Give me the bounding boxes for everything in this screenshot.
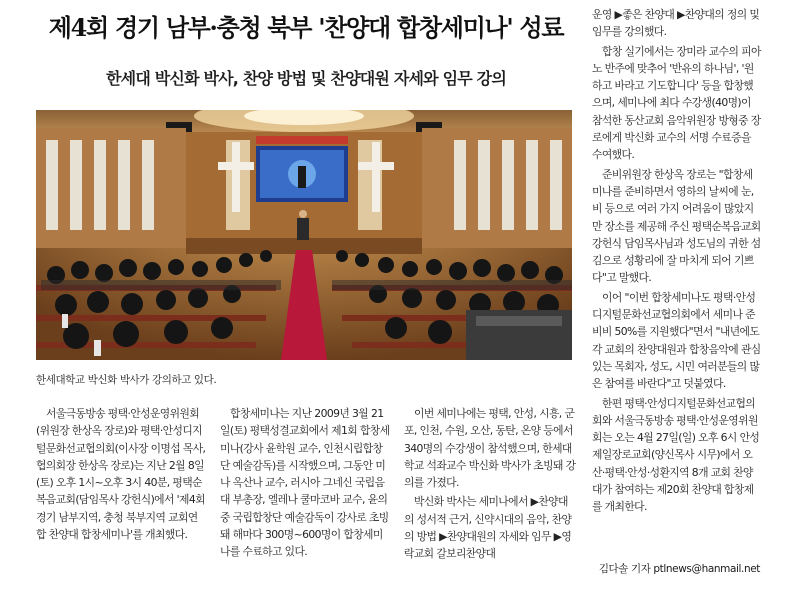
seminar-photo	[36, 110, 572, 360]
paragraph: 준비위원장 한상옥 장로는 "합창세미나를 준비하면서 영하의 날씨에 눈, 비 등으로 여러 가지 어려움이 많았지만 장소를 제공해 주신 평택순복음교회 강헌식 담임목사님과 성도님의 귀한 섬김으로 성황리에 잘 마치게 되어 기쁘다"고 말했다.	[592, 167, 761, 285]
paragraph: 한편 평택·안성디지털문화선교협의회와 서울극동방송 평택·안성운영위원회는 오는 4월 27일(일) 오후 6시 안성제일장로교회(양신목사 시무)에서 오산·평택·안성·성환지역 8개 교회 찬양대가 참여하는 제20회 찬양대 합창제를 개최한다.	[592, 396, 760, 514]
paragraph: 이어 "이번 합창세미나도 평택·안성디지털문화선교협의회에서 세미나 준비비 50%를 지원했다"면서 "내년에도 각 교회의 찬양대원과 합창음악에 관심 있는 목회자, 성도, 시민 여러분들의 많은 참여를 바란다"고 덧붙였다.	[592, 290, 761, 391]
subheadline: 한세대 박신화 박사, 찬양 방법 및 찬양대원 자세와 임무 강의	[106, 69, 506, 88]
article-column-3	[404, 405, 576, 563]
photo-caption: 한세대학교 박신화 박사가 강의하고 있다.	[36, 374, 217, 386]
article-column-4	[592, 6, 762, 516]
paragraph: 운영 ▶좋은 찬양대 ▶찬양대의 정의 및 임무를 강의했다.	[592, 8, 760, 39]
paragraph: 서울극동방송 평택·안성운영위원회(위원장 한상옥 장로)와 평택·안성디지털문화선교협의회(이사장 이명섭 목사, 협의회장 한상옥 장로)는 지난 2월 8일(토) 오후 1시~오후 3시 40분, 평택순복음교회(담임목사 강헌식)에서 '제4회 경기 남부지역, 충청 북부지역 교회연합 찬양대 합창세미나'를 개최했다.	[36, 407, 206, 542]
paragraph: 합창세미나는 지난 2009년 3월 21일(토) 평택성결교회에서 제1회 합창세미나(강사 윤학원 교수, 인천시립합창단 예술감독)를 시작했으며, 그동안 미나 옥산나 교수, 러시아 그네신 국립음대 부총장, 엘레나 쿨마코바 교수, 윤의중 국립합창단 예술감독이 강사로 초빙돼 해마다 300명~600명이 합창세미나를 수료하고 있다.	[220, 407, 390, 559]
article-column-1	[36, 405, 206, 543]
article-column-2	[220, 405, 392, 561]
paragraph: 합창 실기에서는 장미라 교수의 피아노 반주에 맞추어 '반유의 하나님', '원하고 바라고 기도합니다' 등을 합창했으며, 세미나에 최다 수강생(40명)이 참석한 동산교회 음악위원장 방형중 장로에게 박신화 교수의 서명 수료증을 수여했다.	[592, 44, 761, 162]
paragraph: 박신화 박사는 세미나에서 ▶찬양대의 성서적 근거, 신약시대의 음악, 찬양의 방법 ▶찬양대원의 자세와 임무 ▶영락교회 갈보리찬양대	[404, 495, 572, 561]
headline: 제4회 경기 남부·충청 북부 '찬양대 합창세미나' 성료	[48, 13, 564, 42]
byline: 김다솔 기자 ptlnews@hanmail.net	[598, 563, 760, 575]
paragraph: 이번 세미나에는 평택, 안성, 시흥, 군포, 인천, 수원, 오산, 동탄, 온양 등에서 340명의 수강생이 참석했으며, 한세대학교 석좌교수 박신화 박사가 초빙돼 강의를 가졌다.	[404, 407, 576, 490]
